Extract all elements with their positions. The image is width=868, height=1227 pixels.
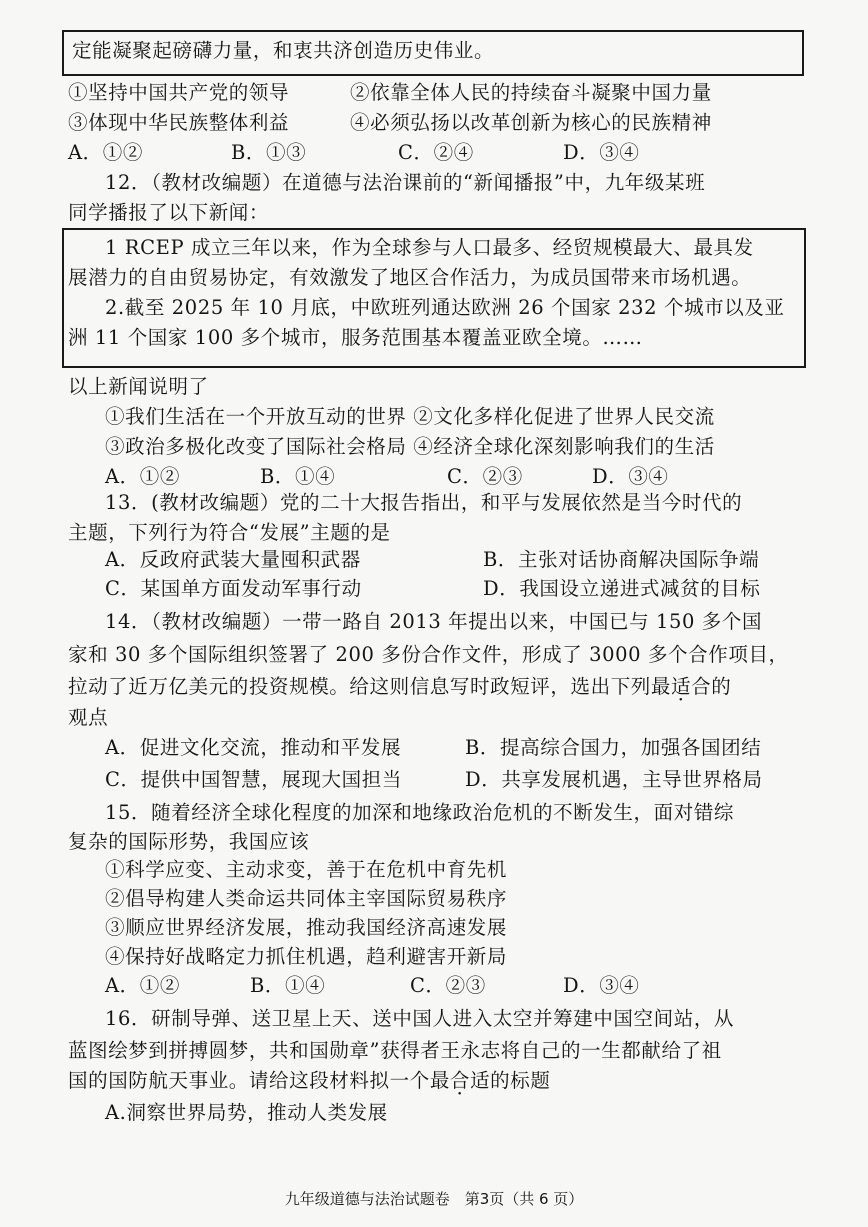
- q14-option-b[interactable]: B．提高综合国力，加强各国团结: [465, 736, 762, 759]
- q13-option-d[interactable]: D．我国设立递进式减贫的目标: [483, 577, 761, 600]
- q11-statement-4: ④必须弘扬以改革创新为核心的民族精神: [350, 111, 712, 134]
- q14-stem-line-4: 观点: [68, 706, 109, 729]
- q15-statement-4: ④保持好战略定力抓住机遇，趋利避害开新局: [105, 945, 508, 968]
- q15-option-c[interactable]: C．②③: [410, 974, 486, 997]
- q14-stem-text: 拉动了近万亿美元的投资规模。给这则信息写时政短评，选出下列: [68, 675, 651, 698]
- q11-statement-3: ③体现中华民族整体利益: [68, 111, 290, 134]
- q15-statement-2: ②倡导构建人类命运共同体主宰国际贸易秩序: [105, 887, 508, 910]
- q11-statement-1: ①坚持中国共产党的领导: [68, 81, 290, 104]
- q11-option-b[interactable]: B．①③: [231, 141, 307, 164]
- q12-news-line-4: 洲 11 个国家 100 多个城市，服务范围基本覆盖亚欧全境。……: [68, 326, 643, 349]
- q15-option-d[interactable]: D．③④: [563, 974, 640, 997]
- top-quote-text: 定能凝聚起磅礴力量，和衷共济创造历史伟业。: [72, 39, 495, 62]
- q14-option-c[interactable]: C．提供中国智慧，展现大国担当: [105, 768, 402, 791]
- q11-option-d[interactable]: D．③④: [563, 141, 640, 164]
- q14-stem-line-1: 14．（教材改编题）一带一路自 2013 年提出以来，中国已与 150 多个国: [105, 610, 763, 633]
- q12-statements-line-1: ①我们生活在一个开放互动的世界 ②文化多样化促进了世界人民交流: [105, 405, 715, 428]
- q12-stem-line-2: 同学播报了以下新闻：: [68, 201, 270, 224]
- q16-stem-tail: 的标题: [490, 1069, 551, 1092]
- q14-stem-line-3: [68, 672, 731, 702]
- q15-stem-line-2: 复杂的国际形势，我国应该: [68, 830, 310, 853]
- q14-emphasis: 最适合: [650, 675, 712, 698]
- q14-option-a[interactable]: A．促进文化交流，推动和平发展: [105, 736, 402, 759]
- q12-option-b[interactable]: B．①④: [260, 465, 336, 488]
- q13-stem-line-1: 13．(教材改编题）党的二十大报告指出，和平与发展依然是当今时代的: [105, 491, 743, 514]
- q16-stem-line-3: [68, 1066, 550, 1096]
- q13-option-c[interactable]: C．某国单方面发动军事行动: [105, 577, 362, 600]
- q11-option-a[interactable]: A．①②: [68, 141, 143, 164]
- q12-option-c[interactable]: C．②③: [447, 465, 523, 488]
- q15-statement-3: ③顺应世界经济发展，推动我国经济高速发展: [105, 916, 508, 939]
- q12-news-line-3: 2.截至 2025 年 10 月底，中欧班列通达欧洲 26 个国家 232 个城市以及亚: [105, 296, 785, 319]
- q11-option-c[interactable]: C．②④: [398, 141, 474, 164]
- q16-emphasis: 最合适: [429, 1069, 491, 1092]
- q12-question: 以上新闻说明了: [68, 375, 209, 398]
- q15-stem-line-1: 15．随着经济全球化程度的加深和地缘政治危机的不断发生，面对错综: [105, 801, 735, 824]
- q16-stem-line-2: 蓝图绘梦到拼搏圆梦，共和国勋章”获得者王永志将自己的一生都献给了祖: [68, 1039, 722, 1062]
- q13-option-a[interactable]: A．反政府武装大量囤积武器: [105, 548, 361, 571]
- q12-stem-line-1: 12．（教材改编题）在道德与法治课前的“新闻播报”中，九年级某班: [105, 171, 706, 194]
- q14-stem-line-2: 家和 30 多个国际组织签署了 200 多份合作文件，形成了 3000 多个合作项目，: [68, 643, 789, 666]
- q13-option-b[interactable]: B．主张对话协商解决国际争端: [483, 548, 760, 571]
- q11-statement-2: ②依靠全体人民的持续奋斗凝聚中国力量: [350, 81, 712, 104]
- q15-statement-1: ①科学应变、主动求变，善于在危机中育先机: [105, 858, 508, 881]
- q14-stem-tail: 的: [711, 675, 732, 698]
- q16-stem-text: 国的国防航天事业。请给这段材料拟一个: [68, 1069, 430, 1092]
- q15-option-a[interactable]: A．①②: [105, 974, 180, 997]
- q16-option-a[interactable]: A.洞察世界局势，推动人类发展: [105, 1101, 388, 1124]
- q13-stem-line-2: 主题，下列行为符合“发展”主题的是: [68, 521, 391, 544]
- q14-option-d[interactable]: D．共享发展机遇，主导世界格局: [465, 768, 763, 791]
- page-footer: 九年级道德与法治试题卷 第3页（共 6 页）: [284, 1190, 584, 1208]
- q16-stem-line-1: 16．研制导弹、送卫星上天、送中国人进入太空并筹建中国空间站，从: [105, 1007, 735, 1030]
- q12-statements-line-2: ③政治多极化改变了国际社会格局 ④经济全球化深刻影响我们的生活: [105, 435, 715, 458]
- q12-option-a[interactable]: A．①②: [105, 465, 180, 488]
- q12-option-d[interactable]: D．③④: [592, 465, 669, 488]
- q12-news-line-2: 展潜力的自由贸易协定，有效激发了地区合作活力，为成员国带来市场机遇。: [68, 266, 752, 289]
- q12-news-line-1: 1 RCEP 成立三年以来，作为全球参与人口最多、经贸规模最大、最具发: [105, 236, 754, 259]
- q15-option-b[interactable]: B．①④: [250, 974, 326, 997]
